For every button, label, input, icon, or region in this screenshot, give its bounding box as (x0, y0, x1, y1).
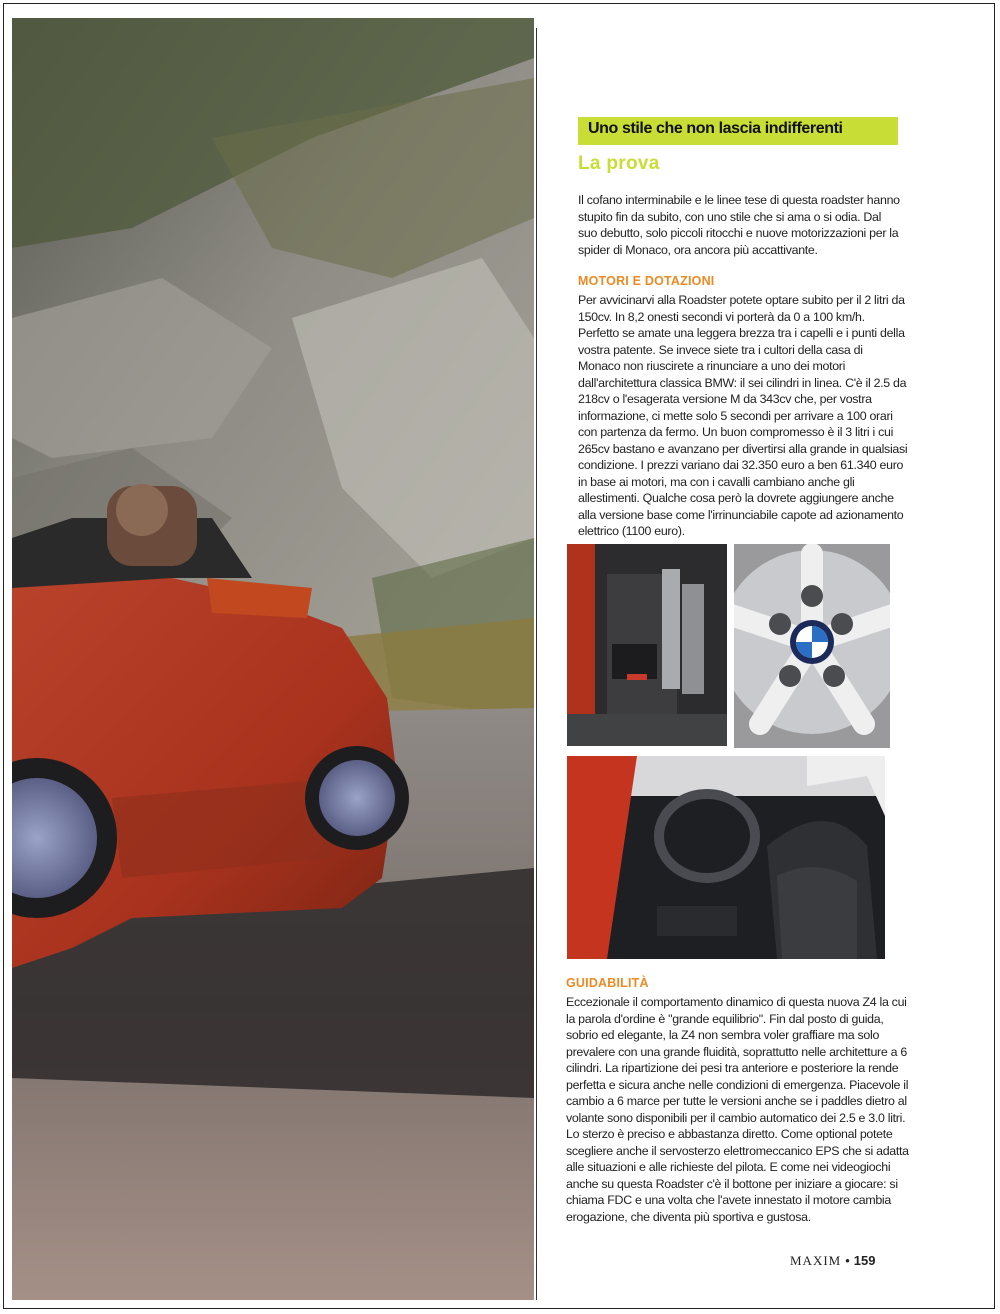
wheel-photo (734, 544, 890, 748)
section-text-motori: Per avvicinarvi alla Roadster potete optare subito per il 2 litri da 150cv. In 8,2 onesti secondi vi porterà da 0 a 100 km/h. Perfetto se amate una leggera brezza tra i capelli e i punti della vostra patente. Se invece siete tra i cultori della casa di Monaco non riuscirete a rinunciare a uno dei motori dall'architettura classica BMW: il sei cilindri in linea. C'è il 2.5 da 218cv o l'esagerata versione M da 343cv che, per vostra informazione, ci mette solo 5 secondi per arrivare a 100 orari con partenza da fermo. Un buon compromesso è il 3 litri i cui 265cv bastano e avanzano per divertirsi alla grande in qualsiasi condizione. I prezzi variano dai 32.350 euro a ben 61.340 euro in base ai motori, ma con i cavalli cambiano anche gli allestimenti. Qualche cosa però la dovrete aggiungere anche alla versione base come l'irrinunciabile capote ad azionamento elettrico (1100 euro). (578, 293, 908, 538)
footer-separator: • (845, 1253, 850, 1268)
article-kicker: La prova (578, 153, 660, 174)
magazine-brand: MAXIM (790, 1253, 842, 1268)
engine-photo (567, 544, 727, 746)
page-footer (790, 1253, 876, 1269)
interior-photo (567, 756, 885, 959)
section-heading-guidabilita: GUIDABILITÀ (566, 976, 649, 990)
intro-paragraph: Il cofano interminabile e le linee tese di questa roadster hanno stupito fin da subito, con uno stile che si ama o si odia. Dal suo debutto, solo piccoli ritocchi e nuove motorizzazioni per la spider di Monaco, ora ancora più accattivante. (578, 193, 900, 257)
section-text-guidabilita: Eccezionale il comportamento dinamico di questa nuova Z4 la cui la parola d'ordine è "grande equilibrio". Fin dal posto di guida, sobrio ed elegante, la Z4 non sembra voler graffiare ma solo prevalere con una grande fluidità, soprattutto nelle architetture a 6 cilindri. La ripartizione dei pesi tra anteriore e posteriore la rende perfetta e sicura anche nelle condizioni di emergenza. Piacevole il cambio a 6 marce per tutte le versioni anche se i paddles dietro al volante sono disponibili per il cambio automatico dei 2.5 e 3.0 litri. Lo sterzo è preciso e abbastanza diretto. Come optional potete scegliere anche il servosterzo elettromeccanico EPS che si adatta alle situazioni e alle richieste del pilota. E come nei videogiochi anche su questa Roadster c'è il bottone per iniziare a giocare: si chiama FDC e una volta che l'avete innestato il motore cambia erogazione, che diventa più sportiva e gustosa. (566, 995, 909, 1224)
page-number: 159 (853, 1253, 876, 1268)
article-banner: Uno stile che non lascia indifferenti (578, 117, 898, 145)
section-heading-motori: MOTORI E DOTAZIONI (578, 274, 715, 288)
roadster-photo (12, 18, 534, 1300)
